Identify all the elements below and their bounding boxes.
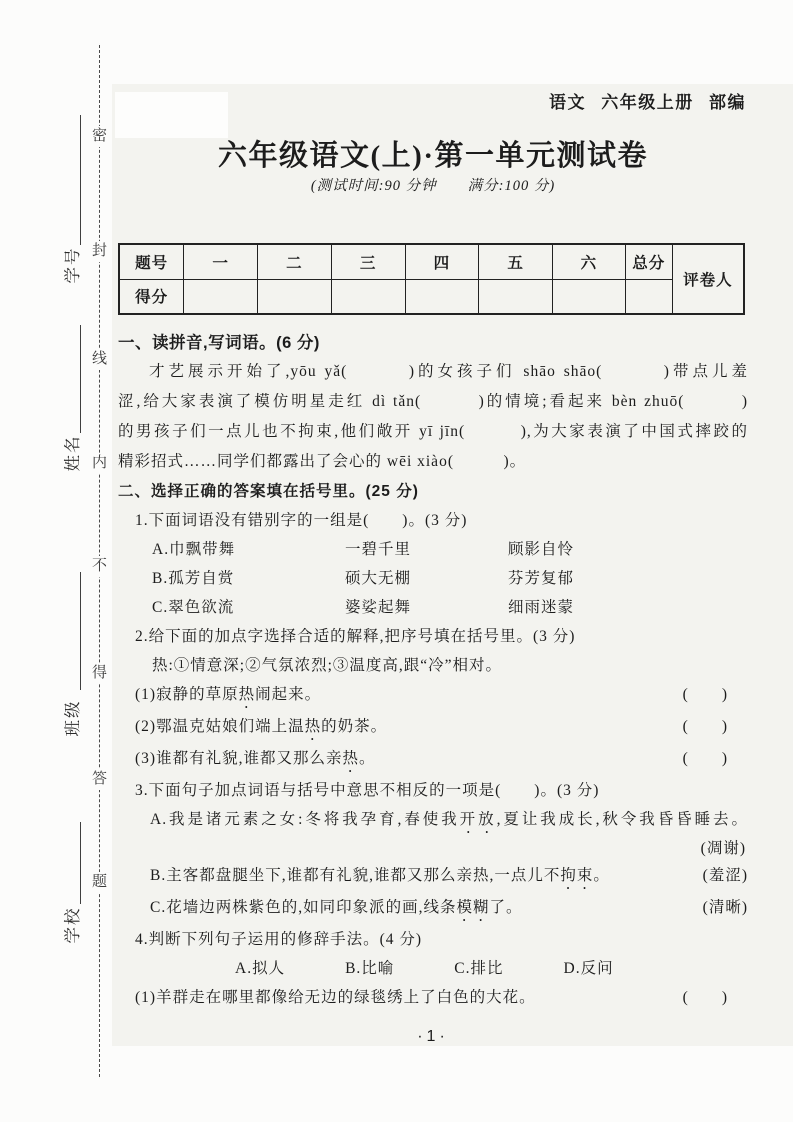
pinyin-paragraph-line: 精彩招式……同学们都露出了会心的 wēi xiào( )。 (118, 453, 527, 470)
answer-blank-parens: ( ) (682, 750, 728, 767)
question-4-options (118, 954, 748, 983)
seal-char: 答 (91, 769, 108, 790)
option-word: 一碧千里 (345, 541, 412, 558)
page-title: 六年级语文(上)·第一单元测试卷 (218, 140, 648, 172)
score-blank-cell (625, 279, 672, 314)
question-2-stem: 2.给下面的加点字选择合适的解释,把序号填在括号里。(3 分) (135, 628, 576, 645)
question-3-stem: 3.下面句子加点词语与括号中意思不相反的一项是( )。(3 分) (135, 782, 600, 799)
rhetoric-option: C.排比 (454, 960, 504, 977)
answer-blank-parens: ( ) (682, 686, 728, 703)
seal-char: 不 (91, 556, 108, 577)
score-blank-cell (405, 279, 479, 314)
item-text: (1)羊群走在哪里都像给无边的绿毯绣上了白色的大花。 (135, 989, 536, 1006)
score-table-header-row (119, 244, 744, 279)
answer-blank-parens: ( ) (682, 989, 728, 1006)
score-table-score-row (119, 279, 744, 314)
option-word: 细雨迷蒙 (508, 599, 575, 616)
page-number: ·1· (417, 1028, 449, 1045)
question-3-option-b (118, 861, 748, 893)
rhetoric-option: A.拟人 (235, 960, 286, 977)
test-info-subtitle: (测试时间:90 分钟 满分:100 分) (310, 178, 556, 194)
question-2-item (118, 744, 748, 776)
pinyin-paragraph-line: 的男孩子们一点儿也不拘束,他们敞开 yī jīn( ),为大家表演了中国式摔跤的 (118, 423, 748, 440)
seal-char: 线 (91, 349, 108, 370)
rhetoric-option: D.反问 (563, 960, 614, 977)
option-word: 婆娑起舞 (345, 599, 412, 616)
option-word: 硕大无棚 (345, 570, 412, 587)
score-table-header-cell: 四 (405, 244, 479, 279)
seal-char: 得 (91, 663, 108, 684)
item-text: B.主客都盘腿坐下,谁都有礼貌,谁都又那么亲热,一点儿不拘束。 (150, 867, 610, 884)
seal-char: 题 (91, 872, 108, 893)
score-table-header-cell: 题号 (119, 244, 184, 279)
question-4-item (118, 983, 748, 1012)
question-3-option-c (118, 893, 748, 925)
emphasized-word: 开放 (459, 811, 497, 828)
question-1-option-row (118, 564, 748, 593)
option-b: B.孤芳自赏 (152, 570, 235, 587)
emphasized-char: 热 (342, 750, 359, 767)
score-blank-cell (479, 279, 553, 314)
option-word: 芬芳复郁 (508, 570, 575, 587)
seal-char: 密 (91, 126, 108, 147)
question-2-definitions: 热:①情意深;②气氛浓烈;③温度高,跟“冷”相对。 (152, 657, 503, 674)
section-two-heading: 二、选择正确的答案填在括号里。(25 分) (118, 483, 419, 500)
emphasized-word: 模糊 (456, 899, 490, 916)
score-row-label: 得分 (119, 279, 184, 314)
question-1-option-row (118, 535, 748, 564)
item-text: C.花墙边两株紫色的,如同印象派的画,线条模糊了。 (150, 899, 523, 916)
grader-cell: 评卷人 (672, 244, 744, 314)
bracket-answer: (羞涩) (702, 867, 748, 884)
rhetoric-option: B.比喻 (345, 960, 395, 977)
question-1-stem: 1.下面词语没有错别字的一组是( )。(3 分) (135, 512, 468, 529)
score-blank-cell (331, 279, 405, 314)
pinyin-paragraph-line: 涩,给大家表演了模仿明星走红 dì tǎn( )的情境;看起来 bèn zhuō( ) (118, 393, 748, 410)
item-text: (1)寂静的草原热闹起来。 (135, 686, 322, 703)
option-word: 顾影自怜 (508, 541, 575, 558)
score-table-header-cell: 一 (184, 244, 258, 279)
question-2-item (118, 712, 748, 744)
option-c: C.翠色欲流 (152, 599, 235, 616)
answer-blank-parens: ( ) (682, 718, 728, 735)
school-field-label: 学校 (63, 906, 82, 944)
question-2-item (118, 680, 748, 712)
score-table-header-cell: 六 (553, 244, 626, 279)
question-3-option-a-answer: (凋谢) (700, 840, 746, 857)
question-1-option-row (118, 593, 748, 622)
score-table-header-cell: 五 (479, 244, 553, 279)
seal-char: 封 (91, 241, 108, 262)
score-blank-cell (184, 279, 258, 314)
item-text: (3)谁都有礼貌,谁都又那么亲热。 (135, 750, 376, 767)
option-a: A.巾飘带舞 (152, 541, 236, 558)
school-writing-line (80, 822, 81, 904)
name-field-label: 姓名 (63, 434, 82, 472)
emphasized-char: 热 (238, 686, 256, 703)
score-table-header-cell: 三 (331, 244, 405, 279)
score-table (118, 243, 745, 315)
class-writing-line (80, 572, 81, 690)
score-table-header-cell: 总分 (625, 244, 672, 279)
emphasized-word: 拘束 (560, 867, 594, 884)
score-table-header-cell: 二 (258, 244, 332, 279)
question-3-option-a: A.我是诸元素之女:冬将我孕育,春使我开放,夏让我成长,秋令我昏昏睡去。 (150, 811, 748, 828)
test-paper-content (118, 88, 748, 1046)
edition-header: 语文 六年级上册 部编 (549, 93, 746, 112)
name-writing-line (80, 325, 81, 433)
student-id-field-label: 学号 (63, 246, 82, 284)
bracket-answer: (清晰) (702, 899, 748, 916)
item-text: (2)鄂温克姑娘们端上温热的奶茶。 (135, 718, 388, 735)
score-blank-cell (258, 279, 332, 314)
emphasized-char: 热 (304, 718, 322, 735)
score-blank-cell (553, 279, 626, 314)
class-field-label: 班级 (63, 699, 82, 737)
seal-char: 内 (91, 453, 108, 474)
student-id-writing-line (80, 115, 81, 245)
question-4-stem: 4.判断下列句子运用的修辞手法。(4 分) (135, 931, 423, 948)
section-one-heading: 一、读拼音,写词语。(6 分) (118, 334, 320, 352)
pinyin-paragraph-line: 才艺展示开始了,yōu yǎ( )的女孩子们 shāo shāo( )带点儿羞 (149, 363, 748, 380)
